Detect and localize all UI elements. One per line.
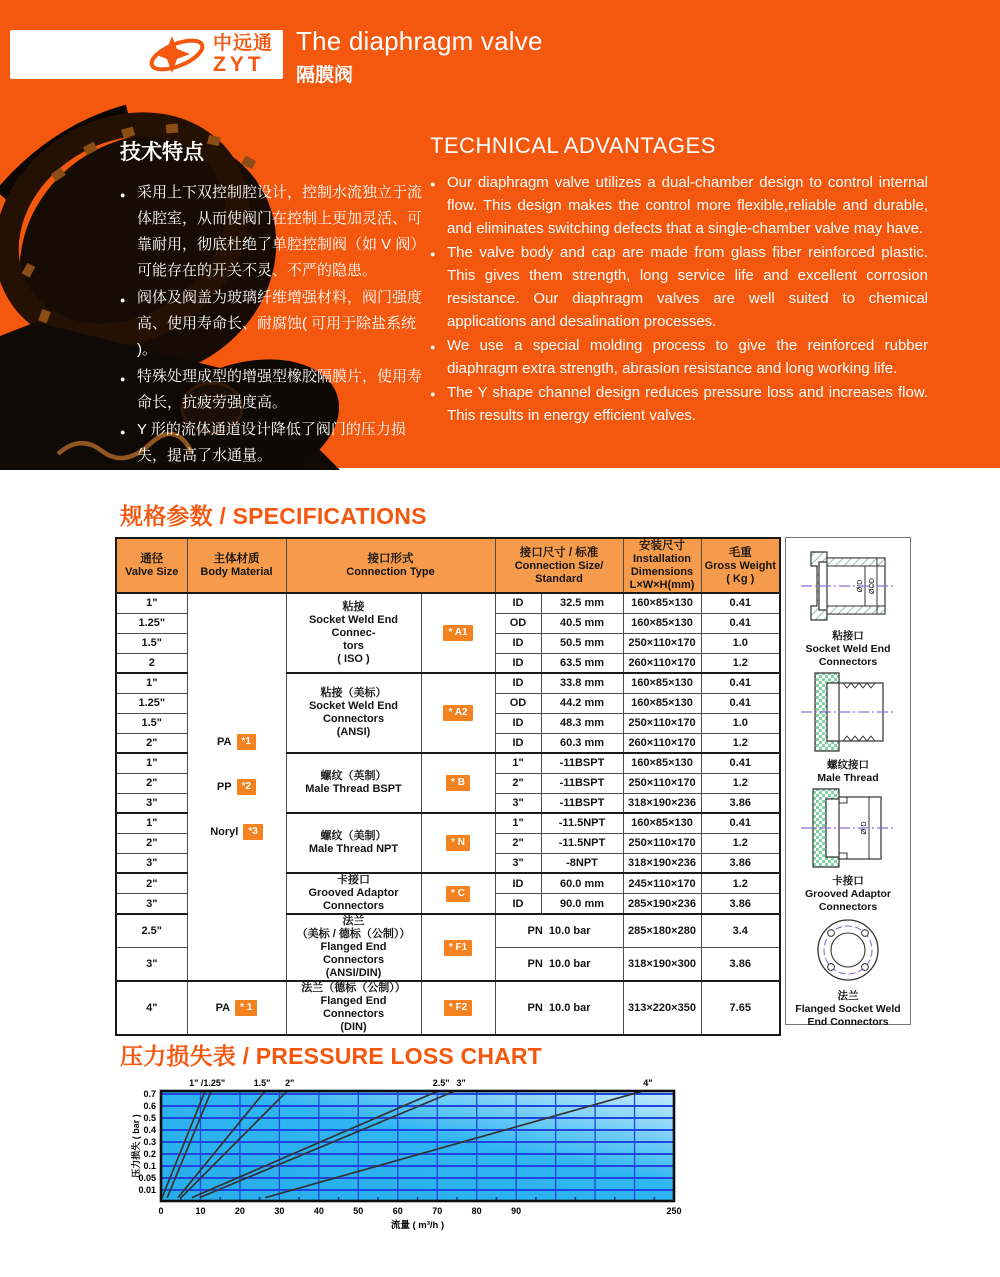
svg-text:0: 0 bbox=[158, 1206, 164, 1216]
pressure-chart-title: 压力损失表 / PRESSURE LOSS CHART bbox=[120, 1043, 542, 1069]
svg-text:40: 40 bbox=[313, 1206, 324, 1216]
svg-text:0.2: 0.2 bbox=[143, 1149, 156, 1159]
connection-type-cell: 螺纹（英制） Male Thread BSPT bbox=[286, 753, 421, 813]
table-row: 2" ID 60.3 mm 260×110×170 1.2 bbox=[116, 733, 780, 753]
feature-en-item: ● Our diaphragm valve utilizes a dual-chamber design to control internal flow. This design makes the control more flexible,reliable and durable, and eliminates switching defects that a single-chamber valve may have. bbox=[430, 171, 928, 240]
svg-text:4": 4" bbox=[643, 1078, 653, 1088]
brand-logo bbox=[10, 30, 283, 79]
col-header-connection-type: 接口形式 Connection Type bbox=[286, 538, 495, 593]
svg-text:0.6: 0.6 bbox=[143, 1101, 156, 1111]
svg-text:0.01: 0.01 bbox=[138, 1185, 156, 1195]
code-badge: * F1 bbox=[444, 940, 472, 956]
svg-text:10: 10 bbox=[195, 1206, 206, 1216]
col-header-installation-dimensions: 安装尺寸 Installation Dimensions L×W×H(mm) bbox=[623, 538, 701, 593]
svg-text:ØOD: ØOD bbox=[869, 578, 876, 594]
svg-text:0.1: 0.1 bbox=[143, 1161, 156, 1171]
figure-flanged: 法兰 Flanged Socket Weld End Connectors bbox=[788, 914, 908, 1029]
brand-name-cn: 中远通 bbox=[212, 33, 273, 54]
feature-en-item: ● The Y shape channel design reduces pressure loss and increases flow. This results in energy efficient valves. bbox=[430, 381, 928, 427]
figure-male-thread: 螺纹接口 Male Thread bbox=[795, 669, 901, 785]
table-row: 3" 3" -8NPT 318×190×236 3.86 bbox=[116, 853, 780, 873]
col-header-connection-size: 接口尺寸 / 标准 Connection Size/ Standard bbox=[495, 538, 623, 593]
table-row: 2" 2" -11BSPT 250×110×170 1.2 bbox=[116, 773, 780, 793]
code-badge: * A1 bbox=[443, 625, 472, 641]
pn-cell: PN 10.0 bar bbox=[495, 981, 623, 1035]
connection-type-cell: 粘接（美标） Socket Weld End Connectors (ANSI) bbox=[286, 673, 421, 753]
table-row: 2.5" 法兰 （美标 / 德标（公制）） Flanged End Connectors (ANSI/DIN) * F1 PN 10.0 bar 285×180×280 3.4 bbox=[116, 914, 780, 948]
col-header-valve-size: 通径 Valve Size bbox=[116, 538, 187, 593]
table-row: 4" PA * 1 法兰（德标（公制）） Flanged End Connectors (DIN) * F2 PN 10.0 bar 313×220×350 7.65 bbox=[116, 981, 780, 1035]
table-row: 1" 螺纹（英制） Male Thread BSPT * B 1" -11BSPT 160×85×130 0.41 bbox=[116, 753, 780, 773]
body-material-cell: PA *1 PP *2 Noryl *3 bbox=[187, 593, 286, 981]
table-row: 2" 2" -11.5NPT 250×110×170 1.2 bbox=[116, 833, 780, 853]
col-header-body-material: 主体材质 Body Material bbox=[187, 538, 286, 593]
svg-text:80: 80 bbox=[471, 1206, 482, 1216]
table-row: 1.5" ID 48.3 mm 250×110×170 1.0 bbox=[116, 713, 780, 733]
specifications-table bbox=[115, 537, 781, 1036]
code-badge: * F2 bbox=[444, 1000, 472, 1016]
socket-weld-drawing bbox=[795, 546, 901, 626]
table-row: 1.5" ID 50.5 mm 250×110×170 1.0 bbox=[116, 633, 780, 653]
material-badge: *1 bbox=[237, 734, 256, 750]
code-badge: * B bbox=[446, 775, 470, 791]
connection-code-cell bbox=[421, 813, 495, 873]
svg-text:ØID: ØID bbox=[857, 579, 864, 593]
svg-text:压力损失 ( bar ): 压力损失 ( bar ) bbox=[131, 1114, 141, 1178]
connection-type-cell: 粘接 Socket Weld End Connec- tors ( ISO ) bbox=[286, 593, 421, 673]
connection-code-cell bbox=[421, 873, 495, 914]
specifications-title: 规格参数 / SPECIFICATIONS bbox=[120, 503, 427, 529]
table-row: 2 ID 63.5 mm 260×110×170 1.2 bbox=[116, 653, 780, 673]
svg-text:2.5": 2.5" bbox=[432, 1078, 450, 1088]
features-cn-heading: 技术特点 bbox=[120, 141, 204, 164]
table-row: 1" PA *1 PP *2 Noryl *3 粘接 Socket Weld End Connec- tors ( ISO ) * A1 ID 32.5 mm 160×85×130 0.41 bbox=[116, 593, 780, 613]
material-badge: *2 bbox=[237, 779, 256, 795]
connection-code-cell bbox=[421, 753, 495, 813]
feature-cn-item: ● Y 形的流体通道设计降低了阀门的压力损失，提高了水通量。 bbox=[120, 417, 432, 469]
table-row: 3" 3" -11BSPT 318×190×236 3.86 bbox=[116, 793, 780, 813]
code-badge: * C bbox=[446, 886, 470, 902]
svg-text:20: 20 bbox=[234, 1206, 245, 1216]
svg-text:2": 2" bbox=[285, 1078, 295, 1088]
page-title-block bbox=[296, 26, 543, 87]
features-cn bbox=[120, 136, 432, 470]
connection-code-cell bbox=[421, 914, 495, 981]
svg-text:0.3: 0.3 bbox=[143, 1137, 156, 1147]
code-badge: * N bbox=[446, 835, 470, 851]
svg-text:0.05: 0.05 bbox=[138, 1173, 156, 1183]
hero-section bbox=[0, 0, 1000, 468]
svg-text:0.4: 0.4 bbox=[143, 1125, 156, 1135]
page-subtitle: 隔膜阀 bbox=[296, 65, 354, 86]
table-row: 1.25" OD 40.5 mm 160×85×130 0.41 bbox=[116, 613, 780, 633]
svg-text:0.5: 0.5 bbox=[143, 1113, 156, 1123]
table-row: 1.25" OD 44.2 mm 160×85×130 0.41 bbox=[116, 693, 780, 713]
pressure-loss-plot bbox=[60, 1072, 700, 1232]
svg-text:90: 90 bbox=[511, 1206, 522, 1216]
page-title: The diaphragm valve bbox=[296, 26, 543, 56]
figure-grooved-adaptor: ØID 卡接口 Grooved Adaptor Connectors bbox=[788, 785, 908, 914]
table-row: 3" ID 90.0 mm 285×190×236 3.86 bbox=[116, 894, 780, 915]
svg-text:60: 60 bbox=[392, 1206, 403, 1216]
feature-cn-item: ● 阀体及阀盖为玻璃纤维增强材料，阀门强度高、使用寿命长、耐腐蚀( 可用于除盐系统 )。 bbox=[120, 285, 432, 363]
connection-code-cell bbox=[421, 981, 495, 1035]
svg-text:70: 70 bbox=[432, 1206, 443, 1216]
table-row: 2" 卡接口 Grooved Adaptor Connectors * C ID 60.0 mm 245×110×170 1.2 bbox=[116, 873, 780, 894]
code-badge: * A2 bbox=[443, 705, 472, 721]
svg-text:0.7: 0.7 bbox=[143, 1089, 156, 1099]
features-en-heading: TECHNICAL ADVANTAGES bbox=[430, 133, 716, 158]
features-en bbox=[430, 133, 928, 428]
connection-type-cell: 螺纹（美制） Male Thread NPT bbox=[286, 813, 421, 873]
svg-text:50: 50 bbox=[353, 1206, 364, 1216]
connection-type-cell: 卡接口 Grooved Adaptor Connectors bbox=[286, 873, 421, 914]
body-material-cell: PA * 1 bbox=[187, 981, 286, 1035]
feature-en-item: ● We use a special molding process to give the reinforced rubber diaphragm extra strength, abrasion resistance and long working life. bbox=[430, 334, 928, 380]
pn-cell: PN 10.0 bar bbox=[495, 914, 623, 948]
figure-socket-weld: ØID ØOD 粘接口 Socket Weld End Connectors bbox=[788, 546, 908, 669]
svg-text:1" /1.25": 1" /1.25" bbox=[189, 1078, 226, 1088]
material-badge: *3 bbox=[243, 824, 262, 840]
feature-en-item: ● The valve body and cap are made from glass fiber reinforced plastic. This gives them strength, long service life and excellent corrosion resistance. Our diaphragm valves are well suited to chemical applications and desalination processes. bbox=[430, 241, 928, 333]
feature-cn-item: ● 特殊处理成型的增强型橡胶隔膜片，使用寿命长，抗疲劳强度高。 bbox=[120, 364, 432, 416]
svg-text:3": 3" bbox=[456, 1078, 466, 1088]
col-header-gross-weight: 毛重 Gross Weight ( Kg ) bbox=[701, 538, 780, 593]
svg-text:流量 ( m³/h ): 流量 ( m³/h ) bbox=[390, 1220, 445, 1231]
male-thread-drawing bbox=[795, 669, 901, 755]
svg-text:250: 250 bbox=[666, 1206, 682, 1216]
svg-text:30: 30 bbox=[274, 1206, 285, 1216]
table-row: 1" 螺纹（美制） Male Thread NPT * N 1" -11.5NPT 160×85×130 0.41 bbox=[116, 813, 780, 833]
flanged-drawing bbox=[806, 914, 890, 986]
svg-text:ØID: ØID bbox=[859, 821, 868, 835]
feature-cn-item: ● 采用上下双控制腔设计，控制水流独立于流体腔室，从而使阀门在控制上更加灵活、可靠耐用，彻底杜绝了单腔控制阀（如 V 阀）可能存在的开关不灵、不严的隐患。 bbox=[120, 180, 432, 284]
zyt-logo-icon bbox=[147, 35, 207, 75]
table-row: 1" 粘接（美标） Socket Weld End Connectors (ANSI) * A2 ID 33.8 mm 160×85×130 0.41 bbox=[116, 673, 780, 693]
material-badge: * 1 bbox=[235, 1000, 257, 1016]
connection-type-cell: 法兰 （美标 / 德标（公制）） Flanged End Connectors (ANSI/DIN) bbox=[286, 914, 421, 981]
table-row: 3" PN 10.0 bar 318×190×300 3.86 bbox=[116, 948, 780, 982]
pn-cell: PN 10.0 bar bbox=[495, 948, 623, 982]
features-en-list bbox=[430, 171, 928, 427]
brand-name-en: ZYT bbox=[212, 53, 265, 76]
connector-diagrams-panel bbox=[785, 537, 911, 1028]
svg-text:1.5": 1.5" bbox=[253, 1078, 271, 1088]
connection-code-cell bbox=[421, 593, 495, 673]
grooved-adaptor-drawing bbox=[795, 785, 901, 871]
connection-code-cell bbox=[421, 673, 495, 753]
pressure-loss-chart bbox=[60, 1072, 700, 1232]
connection-type-cell: 法兰（德标（公制）） Flanged End Connectors (DIN) bbox=[286, 981, 421, 1035]
features-cn-list bbox=[120, 180, 432, 469]
